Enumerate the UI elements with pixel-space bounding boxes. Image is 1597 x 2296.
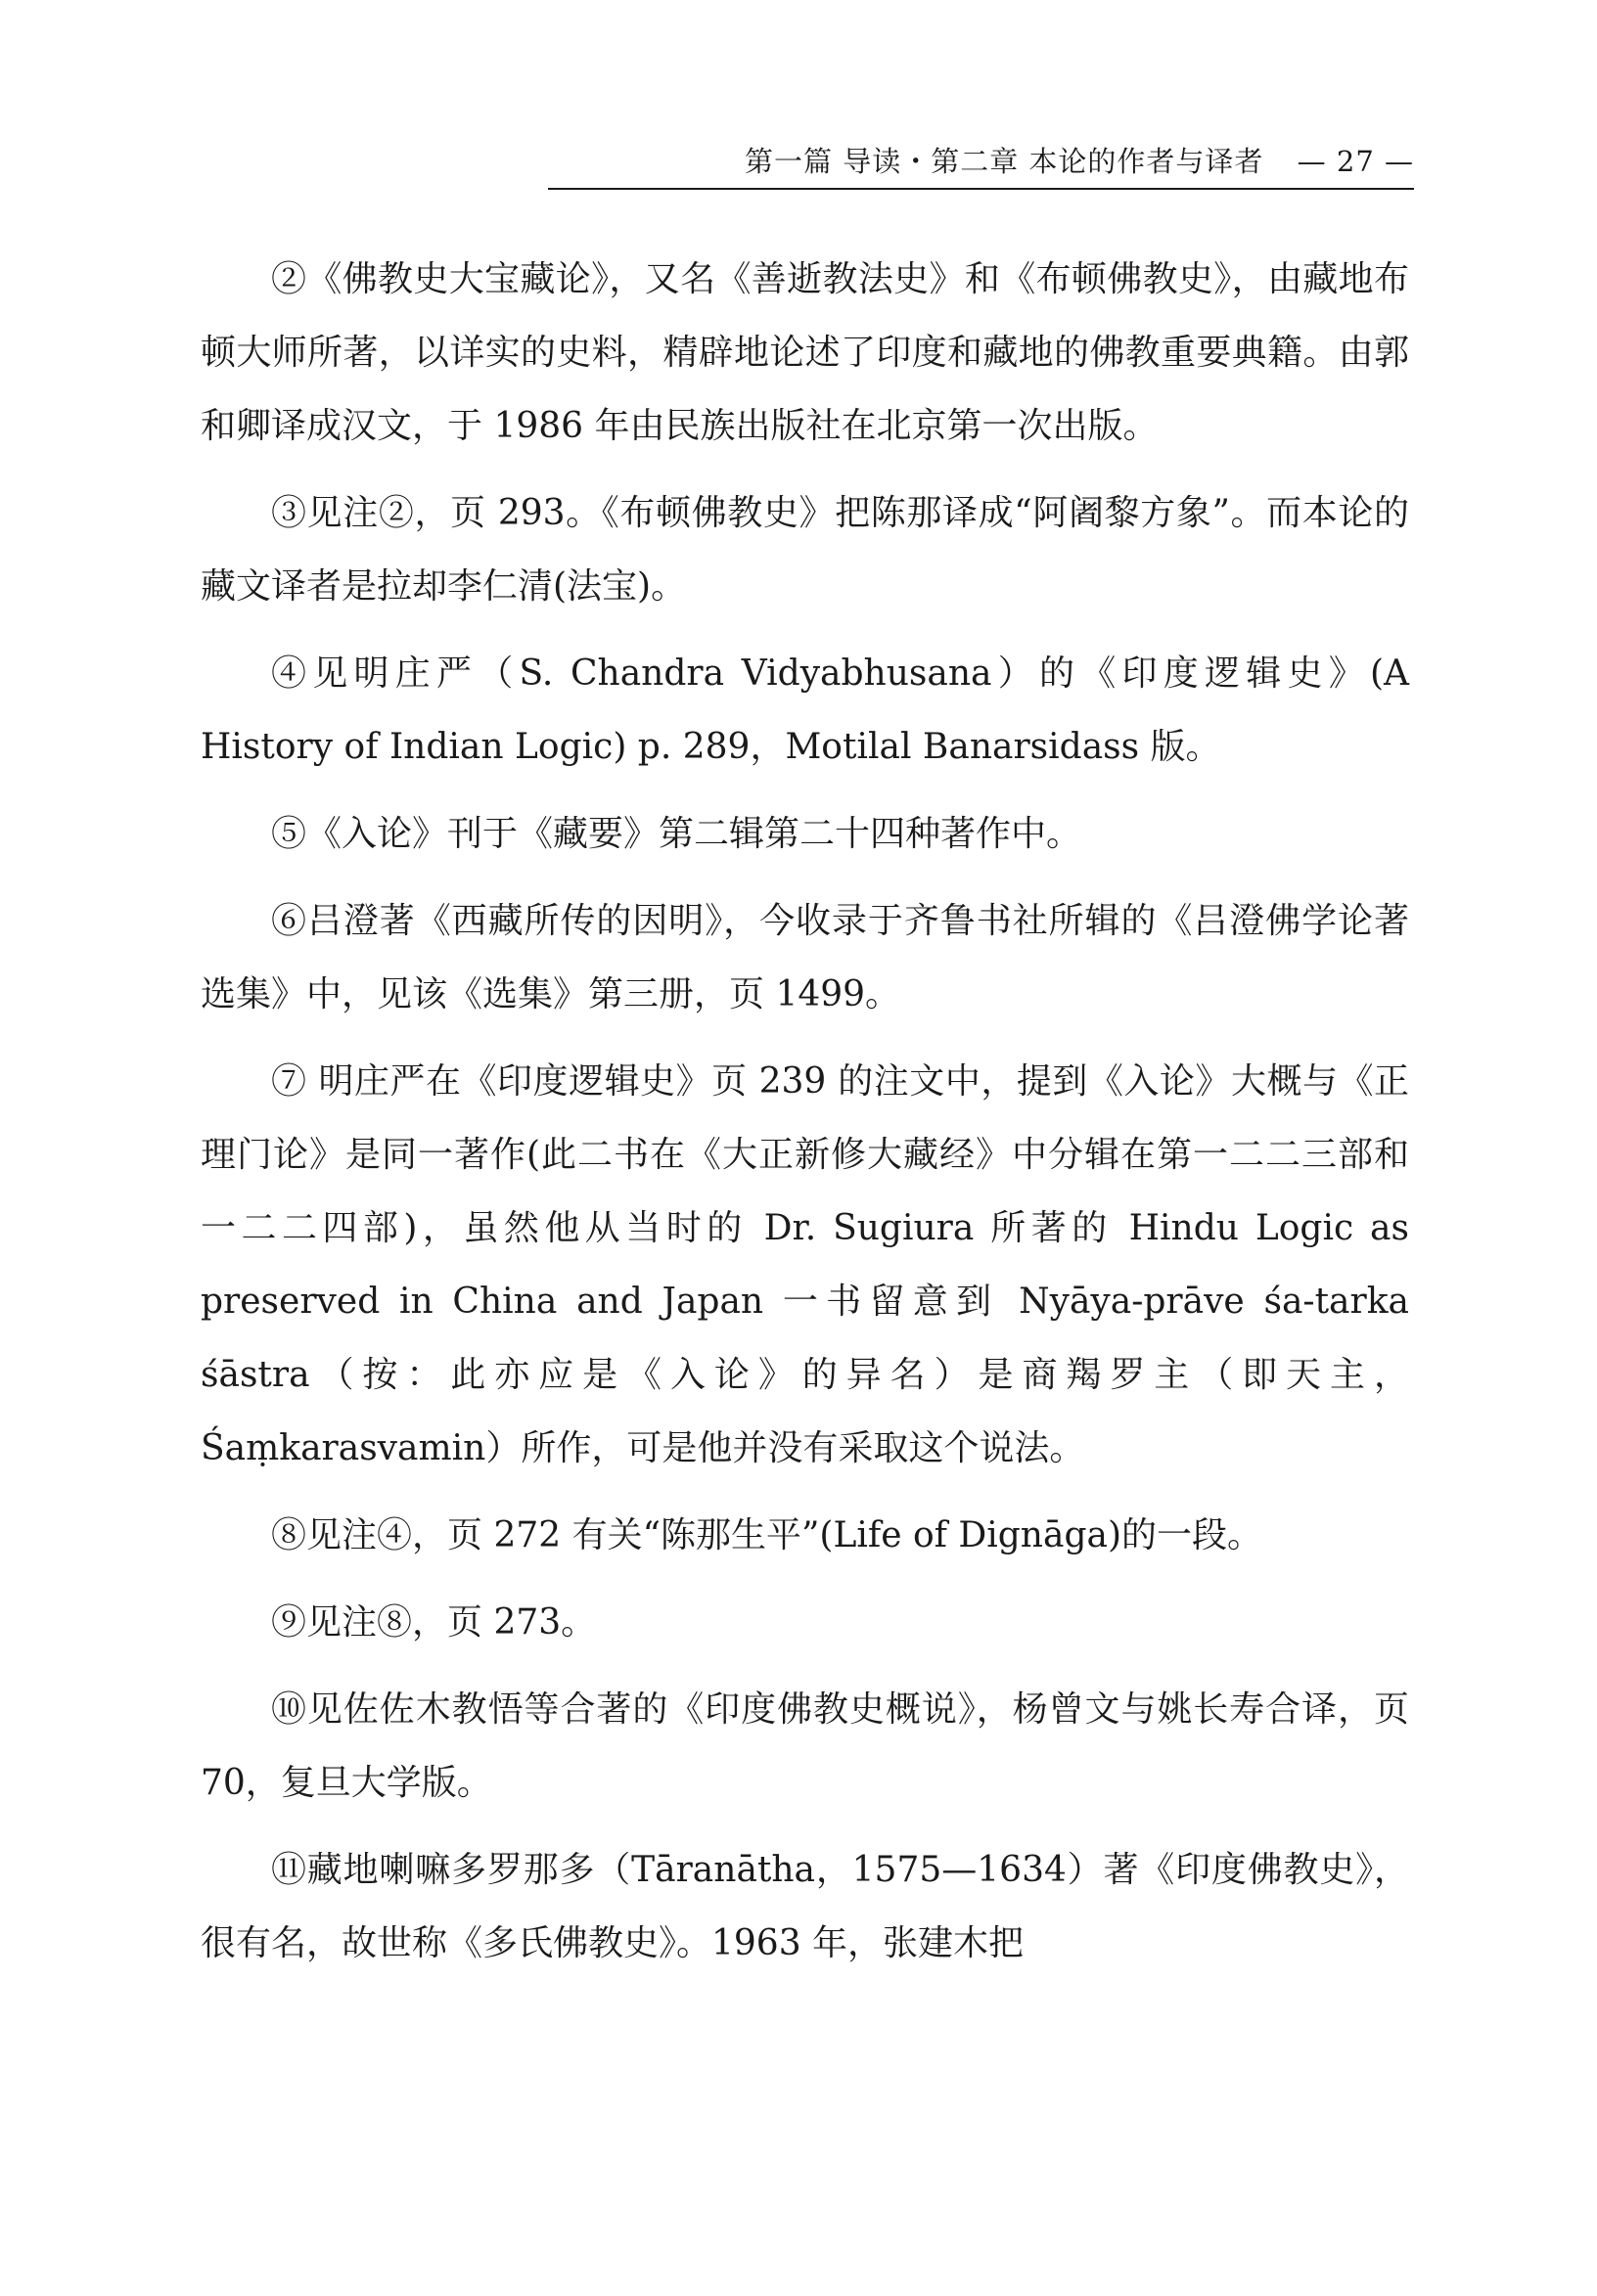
note-4: ④见明庄严（S. Chandra Vidyabhusana）的《印度逻辑史》(A History of Indian Logic) p. 289，Motilal Banarsidass 版。: [201, 653, 1409, 767]
note-3: ③见注②，页 293。《布顿佛教史》把陈那译成“阿阇黎方象”。而本论的藏文译者是拉却李仁清(法宝)。: [201, 493, 1409, 607]
running-title: 第一篇 导读・第二章 本论的作者与译者: [745, 145, 1264, 178]
note-11: ⑪藏地喇嘛多罗那多（Tāranātha，1575—1634）著《印度佛教史》，很有名，故世称《多氏佛教史》。1963 年，张建木把: [201, 1850, 1409, 1963]
endnotes: [201, 243, 1409, 1994]
page-number: — 27 —: [1297, 145, 1414, 178]
note-9: ⑨见注⑧，页 273。: [271, 1602, 597, 1643]
note-2: ②《佛教史大宝藏论》，又名《善逝教法史》和《布顿佛教史》，由藏地布顿大师所著，以详实的史料，精辟地论述了印度和藏地的佛教重要典籍。由郭和卿译成汉文，于 1986 年由民族出版社在北京第一次出版。: [201, 259, 1409, 446]
note-6: ⑥吕澄著《西藏所传的因明》，今收录于齐鲁书社所辑的《吕澄佛学论著选集》中，见该《选集》第三册，页 1499。: [201, 901, 1409, 1014]
note-7: ⑦ 明庄严在《印度逻辑史》页 239 的注文中，提到《入论》大概与《正理门论》是同一著作(此二书在《大正新修大藏经》中分辑在第一二二三部和一二二四部)，虽然他从当时的 Dr. Sugiura 所著的 Hindu Logic as preserved in China and Japan 一书留意到 Nyāya-prāve śa-tarka śāstra（按：此亦应是《入论》的异名）是商羯罗主（即天主，Śaṃkarasvamin）所作，可是他并没有采取这个说法。: [201, 1061, 1409, 1468]
note-5: ⑤《入论》刊于《藏要》第二辑第二十四种著作中。: [271, 814, 1082, 854]
note-8: ⑧见注④，页 272 有关“陈那生平”(Life of Dignāga)的一段。: [271, 1515, 1263, 1555]
running-header: [548, 135, 1414, 190]
note-10: ⑩见佐佐木教悟等合著的《印度佛教史概说》，杨曾文与姚长寿合译，页 70，复旦大学版。: [201, 1689, 1409, 1803]
